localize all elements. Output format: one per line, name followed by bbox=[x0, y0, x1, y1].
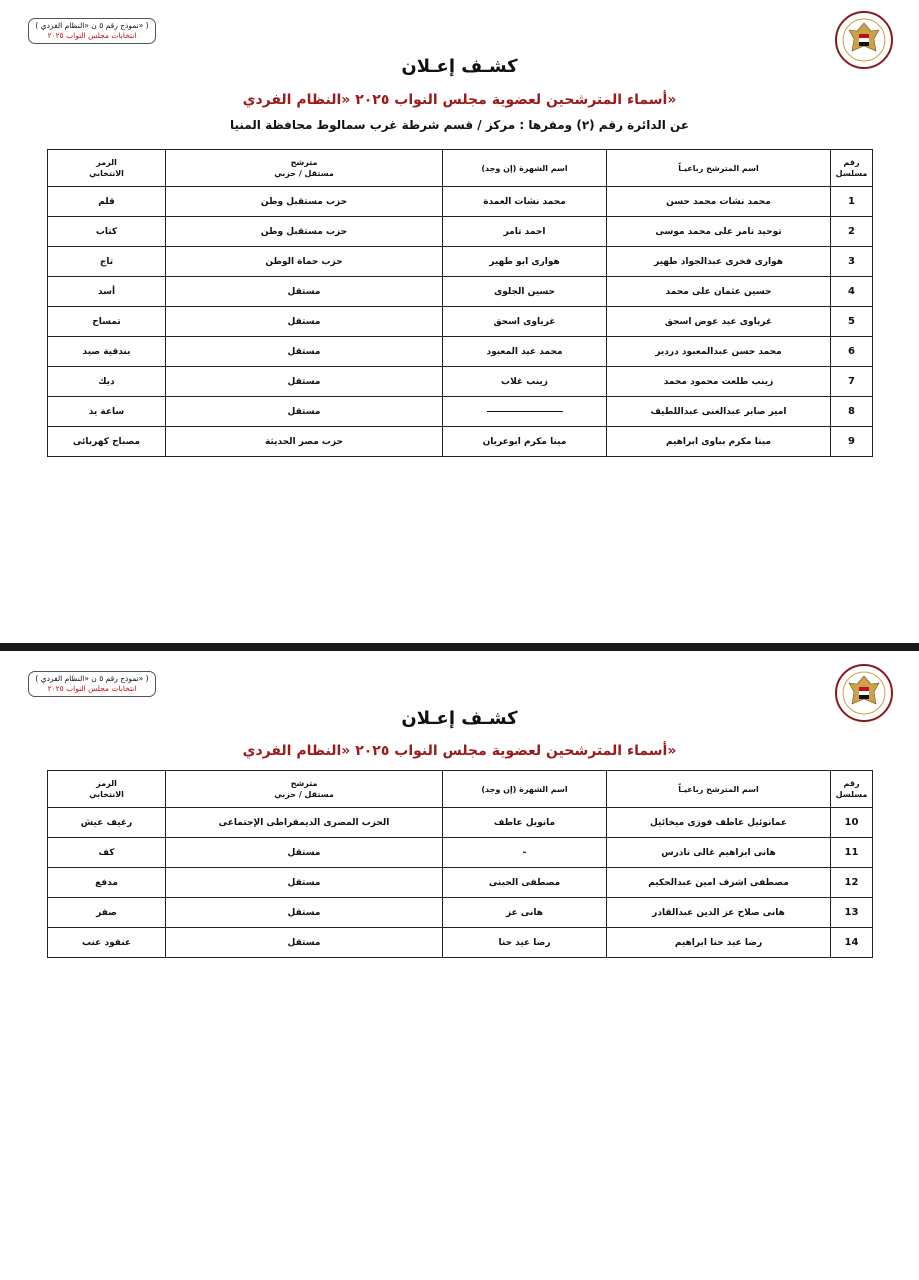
table-row bbox=[48, 217, 873, 247]
affiliation-cell: مستقل bbox=[166, 337, 443, 367]
serial-cell: 6 bbox=[831, 337, 873, 367]
affiliation-cell: مستقل bbox=[166, 838, 443, 868]
serial-cell: 12 bbox=[831, 868, 873, 898]
affiliation-cell: مستقل bbox=[166, 928, 443, 958]
table-row bbox=[48, 868, 873, 898]
nickname-cell: - bbox=[443, 838, 607, 868]
table-row bbox=[48, 337, 873, 367]
nickname-cell: محمد نشات العمدة bbox=[443, 187, 607, 217]
serial-cell: 1 bbox=[831, 187, 873, 217]
affiliation-cell: مستقل bbox=[166, 367, 443, 397]
table-header-row bbox=[48, 771, 873, 808]
symbol-cell: أسد bbox=[48, 277, 166, 307]
table-row bbox=[48, 808, 873, 838]
name-cell: غرياوى عيد عوض اسحق bbox=[607, 307, 831, 337]
symbol-cell: مصباح كهربائى bbox=[48, 427, 166, 457]
document-page-2 bbox=[0, 651, 919, 1280]
nickname-cell bbox=[443, 397, 607, 427]
table-row bbox=[48, 838, 873, 868]
name-cell: مينا مكرم بباوى ابراهيم bbox=[607, 427, 831, 457]
symbol-cell: مدفع bbox=[48, 868, 166, 898]
serial-cell: 14 bbox=[831, 928, 873, 958]
form-number-box bbox=[28, 18, 156, 44]
nickname-cell: رضا عيد حنا bbox=[443, 928, 607, 958]
affiliation-cell: حزب حماة الوطن bbox=[166, 247, 443, 277]
name-cell: توحيد تامر على محمد موسى bbox=[607, 217, 831, 247]
serial-cell: 5 bbox=[831, 307, 873, 337]
page-divider bbox=[0, 643, 919, 651]
nickname-cell: حسين الجلوى bbox=[443, 277, 607, 307]
serial-cell: 13 bbox=[831, 898, 873, 928]
form-number-label: ( نموذج رقم ٥ ن «النظام الفردي» ) bbox=[35, 674, 149, 683]
serial-cell: 11 bbox=[831, 838, 873, 868]
table-row bbox=[48, 187, 873, 217]
symbol-cell: تاج bbox=[48, 247, 166, 277]
affiliation-cell: مستقل bbox=[166, 868, 443, 898]
name-cell: محمد حسن عبدالمعبود دردير bbox=[607, 337, 831, 367]
nickname-cell: زينب غلاب bbox=[443, 367, 607, 397]
name-cell: هانى ابراهيم غالى تادرس bbox=[607, 838, 831, 868]
table-row bbox=[48, 427, 873, 457]
form-number-box bbox=[28, 671, 156, 697]
empty-nickname-line bbox=[487, 411, 563, 412]
serial-cell: 7 bbox=[831, 367, 873, 397]
symbol-cell: تمساح bbox=[48, 307, 166, 337]
name-cell: هانى صلاح عز الدين عبدالقادر bbox=[607, 898, 831, 928]
name-cell: هوارى فخرى عبدالجواد طهير bbox=[607, 247, 831, 277]
symbol-cell: بندقية صيد bbox=[48, 337, 166, 367]
form-number-label: ( نموذج رقم ٥ ن «النظام الفردي» ) bbox=[35, 21, 149, 30]
symbol-cell: كتاب bbox=[48, 217, 166, 247]
table-row bbox=[48, 277, 873, 307]
table-row bbox=[48, 367, 873, 397]
election-label: انتخابات مجلس النواب ٢٠٢٥ bbox=[47, 684, 137, 693]
candidates-table bbox=[47, 770, 873, 958]
symbol-cell: عنقود عنب bbox=[48, 928, 166, 958]
table-header-row bbox=[48, 150, 873, 187]
affiliation-cell: مستقل bbox=[166, 898, 443, 928]
name-cell: محمد نشات محمد حسن bbox=[607, 187, 831, 217]
nickname-cell: محمد عبد المعبود bbox=[443, 337, 607, 367]
name-cell: مصطفى اشرف امين عبدالحكيم bbox=[607, 868, 831, 898]
table-row bbox=[48, 307, 873, 337]
document-title: كشـف إعـلان bbox=[401, 56, 518, 77]
affiliation-cell: حزب مصر الحديثة bbox=[166, 427, 443, 457]
document-subtitle: أسماء المترشحين لعضوية مجلس النواب ٢٠٢٥ «النظام الفردي» bbox=[242, 92, 677, 108]
nickname-cell: هوارى ابو طهير bbox=[443, 247, 607, 277]
nickname-cell: غرياوى اسحق bbox=[443, 307, 607, 337]
nickname-cell: مانويل عاطف bbox=[443, 808, 607, 838]
serial-cell: 4 bbox=[831, 277, 873, 307]
document-title: كشـف إعـلان bbox=[401, 708, 518, 729]
header-serial: رقم مسلسل bbox=[831, 771, 873, 808]
table-row bbox=[48, 898, 873, 928]
serial-cell: 9 bbox=[831, 427, 873, 457]
header-nickname: اسم الشهرة (إن وجد) bbox=[443, 150, 607, 187]
candidates-table bbox=[47, 149, 873, 457]
serial-cell: 2 bbox=[831, 217, 873, 247]
affiliation-cell: حزب مستقبل وطن bbox=[166, 187, 443, 217]
serial-cell: 10 bbox=[831, 808, 873, 838]
document-subtitle: أسماء المترشحين لعضوية مجلس النواب ٢٠٢٥ «النظام الفردي» bbox=[242, 743, 677, 759]
header-serial: رقم مسلسل bbox=[831, 150, 873, 187]
nickname-cell: مصطفى الحينى bbox=[443, 868, 607, 898]
name-cell: امير صابر عبدالغنى عبداللطيف bbox=[607, 397, 831, 427]
header-affiliation: مترشح مستقل / حزبي bbox=[166, 150, 443, 187]
affiliation-cell: الحزب المصرى الديمقراطى الإجتماعى bbox=[166, 808, 443, 838]
symbol-cell: ديك bbox=[48, 367, 166, 397]
table-row bbox=[48, 928, 873, 958]
header-nickname: اسم الشهرة (إن وجد) bbox=[443, 771, 607, 808]
header-name: اسم المترشح رباعيـاً bbox=[607, 771, 831, 808]
nickname-cell: هانى عز bbox=[443, 898, 607, 928]
affiliation-cell: مستقل bbox=[166, 277, 443, 307]
header-name: اسم المترشح رباعيـاً bbox=[607, 150, 831, 187]
symbol-cell: صقر bbox=[48, 898, 166, 928]
district-info: عن الدائرة رقم (٢) ومقرها : مركز / قسم شرطة غرب سمالوط محافظة المنيا bbox=[229, 118, 690, 132]
table-row bbox=[48, 247, 873, 277]
serial-cell: 3 bbox=[831, 247, 873, 277]
name-cell: زينب طلعت محمود محمد bbox=[607, 367, 831, 397]
header-symbol: الرمز الانتخابي bbox=[48, 150, 166, 187]
affiliation-cell: مستقل bbox=[166, 307, 443, 337]
nickname-cell: مينا مكرم ابوعريان bbox=[443, 427, 607, 457]
header-symbol: الرمز الانتخابي bbox=[48, 771, 166, 808]
symbol-cell: قلم bbox=[48, 187, 166, 217]
nickname-cell: احمد تامر bbox=[443, 217, 607, 247]
symbol-cell: رغيف عيش bbox=[48, 808, 166, 838]
table-row bbox=[48, 397, 873, 427]
name-cell: رضا عيد حنا ابراهيم bbox=[607, 928, 831, 958]
header-affiliation: مترشح مستقل / حزبي bbox=[166, 771, 443, 808]
affiliation-cell: حزب مستقبل وطن bbox=[166, 217, 443, 247]
affiliation-cell: مستقل bbox=[166, 397, 443, 427]
symbol-cell: كف bbox=[48, 838, 166, 868]
election-label: انتخابات مجلس النواب ٢٠٢٥ bbox=[47, 31, 137, 40]
serial-cell: 8 bbox=[831, 397, 873, 427]
name-cell: عمانوئيل عاطف فوزى ميخائيل bbox=[607, 808, 831, 838]
name-cell: حسين عثمان على محمد bbox=[607, 277, 831, 307]
symbol-cell: ساعة يد bbox=[48, 397, 166, 427]
